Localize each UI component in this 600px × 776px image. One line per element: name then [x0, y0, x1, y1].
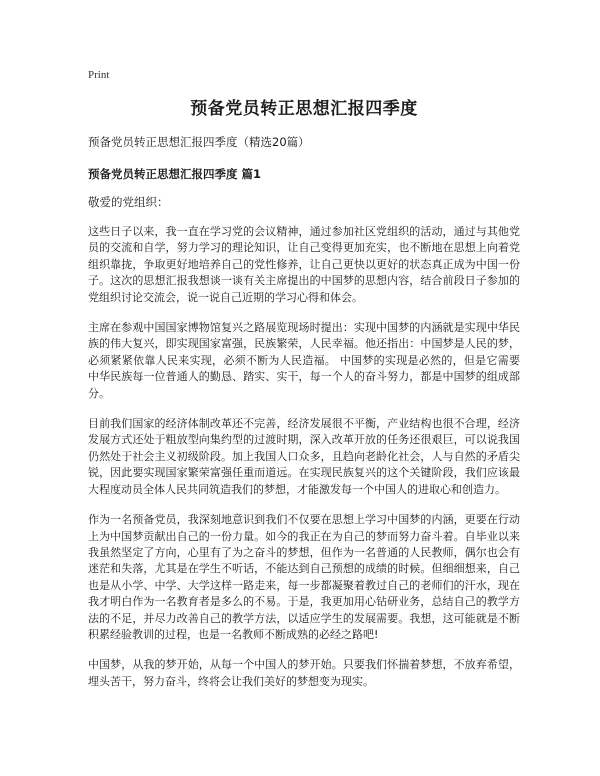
page-title: 预备党员转正思想汇报四季度 [190, 99, 418, 119]
paragraph-3: 目前我们国家的经济体制改革还不完善，经济发展很不平衡，产业结构也很不合理，经济发展方式还处于粗放型向集约型的过渡时期，深入改革开放的任务还很艰巨，可以说我国仍然处于社会主义初级阶段。加上我国人口众多，且趋向老龄化社会，人与自然的矛盾尖锐，因此要实现国家繁荣富强任重而道远。在实现民族复兴的这个关键阶段，我们应该最大程度动员全体人民共同筑造我们的梦想，才能激发每一个中国人的进取心和创造力。 [88, 417, 520, 496]
section-heading: 预备党员转正思想汇报四季度 篇1 [88, 167, 262, 181]
salutation: 敬爱的党组织： [88, 195, 169, 209]
document-subtitle: 预备党员转正思想汇报四季度（精选20篇） [88, 135, 310, 149]
print-label[interactable]: Print [88, 69, 110, 81]
document-page [88, 68, 520, 704]
paragraph-2: 主席在参观中国国家博物馆复兴之路展览现场时提出：实现中国梦的内涵就是实现中华民族的伟大复兴，即实现国家富强，民族繁荣，人民幸福。他还指出：中国梦是人民的梦，必须紧紧依靠人民来实现，必须不断为人民造福。 中国梦的实现是必然的，但是它需要中华民族每一位普通人的勤恳、踏实、实干，每一个人的奋斗努力，都是中国梦的组成部分。 [88, 321, 520, 400]
paragraph-4: 作为一名预备党员，我深刻地意识到我们不仅要在思想上学习中国梦的内涵，更要在行动上为中国梦贡献出自己的一份力量。如今的我正在为自己的梦而努力奋斗着。自毕业以来我虽然坚定了方向，心里有了为之奋斗的梦想，但作为一名普通的人民教师，偶尔也会有迷茫和失落，尤其是在学生不听话，不能达到自己预想的成绩的时候。但细细想来，自己也是从小学、中学、大学这样一路走来，每一步都凝聚着教过自己的老师们的汗水，现在我才明白作为一名教育者是多么的不易。于是，我更加用心钻研业务，总结自己的教学方法的不足，并尽力改善自己的教学方法，以适应学生的发展需要。我想，这可能就是不断积累经验教训的过程，也是一名教师不断成熟的必经之路吧! [88, 513, 520, 641]
paragraph-1: 这些日子以来，我一直在学习党的会议精神，通过参加社区党组织的活动，通过与其他党员的交流和自学，努力学习的理论知识，让自己变得更加充实，也不断地在思想上向着党组织靠拢，争取更好地培养自己的党性修养，让自己更快以更好的状态真正成为中国一份子。这次的思想汇报我想谈一谈有关主席提出的中国梦的思想内容，结合前段日子参加的党组织讨论交流会，说一说自己近期的学习心得和体会。 [88, 225, 520, 304]
paragraph-5: 中国梦，从我的梦开始，从每一个中国人的梦开始。只要我们怀揣着梦想，不放弃希望，埋头苦干，努力奋斗，终将会让我们美好的梦想变为现实。 [88, 658, 520, 688]
